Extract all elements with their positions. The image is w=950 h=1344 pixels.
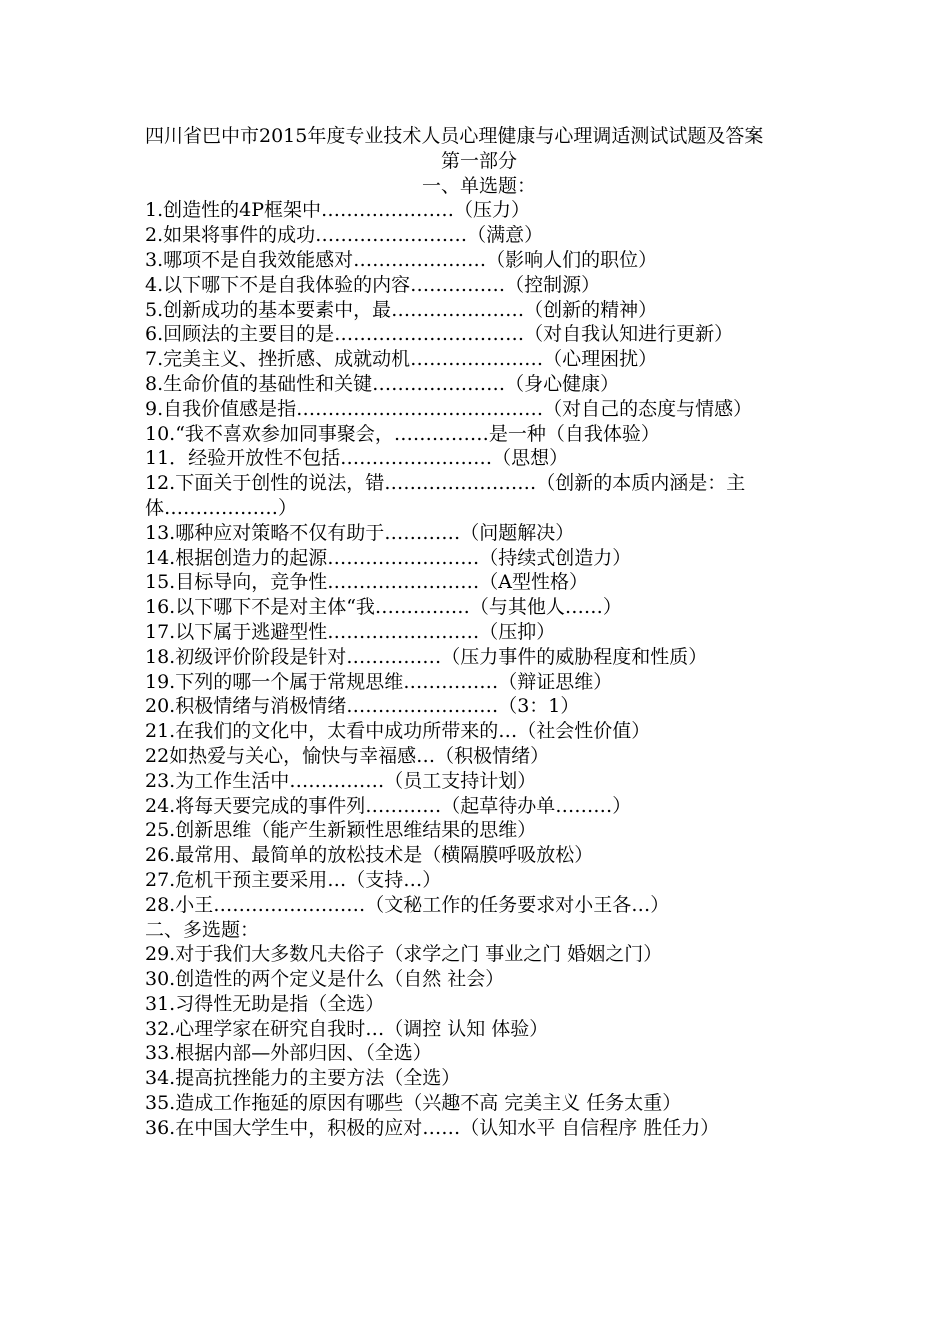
question-item: 3.哪项不是自我效能感对…………………（影响人们的职位） — [145, 248, 658, 271]
question-item: 17.以下属于逃避型性……………………（压抑） — [145, 620, 556, 643]
question-item: 18.初级评价阶段是针对……………（压力事件的威胁程度和性质） — [145, 645, 708, 668]
question-item: 35.造成工作拖延的原因有哪些（兴趣不高 完美主义 任务太重） — [145, 1092, 682, 1115]
question-item: 13.哪种应对策略不仅有助于…………（问题解决） — [145, 521, 575, 544]
question-item: 28.小王……………………（文秘工作的任务要求对小王各…） — [145, 893, 670, 916]
question-item: 7.完美主义、挫折感、成就动机…………………（心理困扰） — [145, 348, 658, 371]
question-item: 32.心理学家在研究自我时…（调控 认知 体验） — [145, 1017, 549, 1040]
question-item: 34.提高抗挫能力的主要方法（全选） — [145, 1067, 461, 1090]
question-item: 20.积极情绪与消极情绪……………………（3：1） — [145, 695, 580, 718]
section-heading-multiple-choice: 二、多选题： — [145, 918, 260, 941]
question-item: 16.以下哪下不是对主体“我……………（与其他人……） — [145, 596, 622, 619]
question-item: 9.自我价值感是指…………………………………（对自己的态度与情感） — [145, 397, 753, 420]
question-item: 15.目标导向，竞争性……………………（A型性格） — [145, 571, 588, 594]
question-item: 14.根据创造力的起源……………………（持续式创造力） — [145, 546, 632, 569]
question-item: 30.创造性的两个定义是什么（自然 社会） — [145, 968, 505, 991]
single-choice-list — [145, 198, 813, 917]
question-item: 22如热爱与关心，愉快与幸福感…（积极情绪） — [145, 744, 550, 767]
question-item: 23.为工作生活中……………（员工支持计划） — [145, 769, 537, 792]
question-item: 26.最常用、最简单的放松技术是（横隔膜呼吸放松） — [145, 844, 594, 867]
part-heading: 第一部分 — [440, 149, 517, 172]
question-item: 27.危机干预主要采用…（支持…） — [145, 868, 442, 891]
question-item: 25.创新思维（能产生新颖性思维结果的思维） — [145, 819, 537, 842]
question-item: 36.在中国大学生中，积极的应对……（认知水平 自信程序 胜任力） — [145, 1116, 720, 1139]
question-item: 24.将每天要完成的事件列…………（起草待办单………） — [145, 794, 632, 817]
question-item: 2.如果将事件的成功……………………（满意） — [145, 224, 544, 247]
question-item: 4.以下哪下不是自我体验的内容……………（控制源） — [145, 273, 601, 296]
question-item: 29.对于我们大多数凡夫俗子（求学之门 事业之门 婚姻之门） — [145, 943, 663, 966]
question-item: 10.“我不喜欢参加同事聚会，……………是一种（自我体验） — [145, 422, 660, 445]
section-heading-single-choice: 一、单选题： — [421, 174, 536, 197]
multiple-choice-list — [145, 942, 813, 1140]
question-item: 12.下面关于创性的说法，错……………………（创新的本质内涵是：主体………………） — [145, 472, 746, 519]
question-item: 33.根据内部—外部归因、（全选） — [145, 1042, 432, 1065]
question-item: 6.回顾法的主要目的是…………………………（对自我认知进行更新） — [145, 323, 734, 346]
question-item: 31.习得性无助是指（全选） — [145, 992, 385, 1015]
question-item: 19.下列的哪一个属于常规思维……………（辩证思维） — [145, 670, 613, 693]
question-item: 5.创新成功的基本要素中，最…………………（创新的精神） — [145, 298, 658, 321]
question-item: 8.生命价值的基础性和关键…………………（身心健康） — [145, 372, 620, 395]
question-item: 21.在我们的文化中，太看中成功所带来的…（社会性价值） — [145, 720, 651, 743]
document-page — [145, 124, 813, 1141]
question-item: 11．经验开放性不包括……………………（思想） — [145, 447, 569, 470]
question-item: 1.创造性的4P框架中…………………（压力） — [145, 199, 531, 222]
document-title: 四川省巴中市2015年度专业技术人员心理健康与心理调适测试试题及答案 — [145, 125, 764, 147]
